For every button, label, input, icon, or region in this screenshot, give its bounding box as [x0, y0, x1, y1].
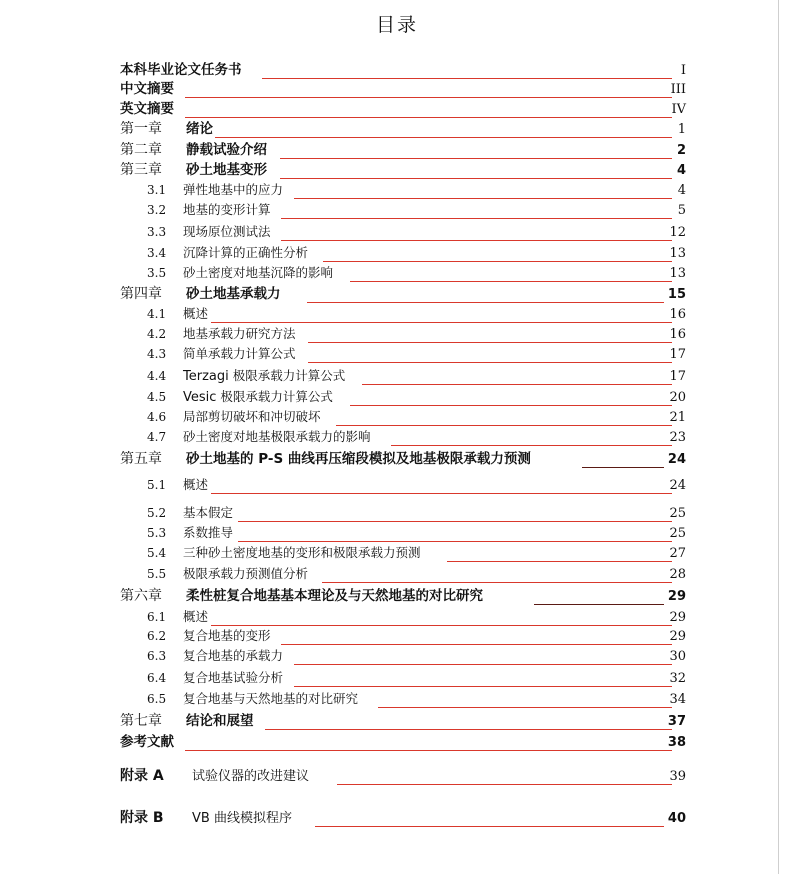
- toc-entry-s3-1[interactable]: [0, 181, 794, 201]
- toc-entry-s4-6[interactable]: [0, 408, 794, 428]
- toc-entry-text: [147, 628, 271, 645]
- page-number: 29: [669, 610, 686, 625]
- entry-title: 中文摘要: [120, 81, 174, 97]
- page-number: 12: [669, 225, 686, 240]
- leader-line: [238, 541, 672, 542]
- leader-line: [315, 826, 664, 827]
- toc-entry-text: [120, 810, 292, 827]
- leader-line: [350, 405, 672, 406]
- leader-line: [322, 582, 672, 583]
- entry-title: 砂土地基的 P-S 曲线再压缩段模拟及地基极限承载力预测: [186, 451, 531, 467]
- section-number: 6.3: [147, 649, 167, 663]
- leader-line: [582, 467, 664, 468]
- toc-entry-text: [147, 326, 296, 343]
- toc-entry-text: [147, 182, 283, 199]
- leader-line: [308, 362, 672, 363]
- chapter-number: 第四章: [120, 286, 162, 302]
- page-number: 13: [669, 246, 686, 261]
- toc-entry-appB[interactable]: [0, 809, 794, 829]
- toc-entry-text: [120, 588, 483, 605]
- page-title: 目录: [375, 14, 418, 36]
- leader-line: [323, 261, 672, 262]
- toc-entry-text: [120, 451, 531, 468]
- entry-title: 本科毕业论文任务书: [120, 62, 242, 78]
- leader-line: [211, 322, 672, 323]
- leader-line: [238, 521, 672, 522]
- toc-entry-s6-1[interactable]: [0, 608, 794, 628]
- toc-entry-s6-4[interactable]: [0, 669, 794, 689]
- leader-line: [308, 342, 672, 343]
- toc-entry-s4-5[interactable]: [0, 388, 794, 408]
- entry-title: 砂土地基变形: [186, 162, 267, 178]
- toc-entry-s3-2[interactable]: [0, 201, 794, 221]
- toc-entry-text: [120, 142, 267, 159]
- leader-line: [350, 281, 672, 282]
- appendix-label: 附录 A: [120, 768, 164, 784]
- leader-line: [281, 240, 672, 241]
- entry-title: 绪论: [186, 121, 213, 137]
- section-number: 6.4: [147, 671, 167, 685]
- section-number: 4.7: [147, 430, 167, 444]
- entry-title: 局部剪切破坏和冲切破坏: [183, 409, 321, 424]
- entry-title: 极限承载力计算公式: [216, 389, 333, 404]
- page-number: 15: [667, 287, 686, 302]
- leader-line: [262, 78, 672, 79]
- page-number: IV: [671, 102, 686, 117]
- leader-line: [294, 686, 672, 687]
- entry-title: 系数推导: [183, 525, 234, 540]
- entry-title-lead: Vesic: [183, 390, 217, 405]
- page-number: 21: [669, 410, 686, 425]
- toc-entry-appA[interactable]: [0, 767, 794, 787]
- toc-entry-text: [120, 768, 309, 785]
- toc-entry-text: [120, 286, 281, 303]
- page-number: 29: [669, 629, 686, 644]
- page-number: 17: [669, 369, 686, 384]
- page-number: 17: [669, 347, 686, 362]
- section-number: 4.6: [147, 410, 167, 424]
- leader-line: [185, 750, 672, 751]
- toc-entry-s5-5[interactable]: [0, 565, 794, 585]
- page-number: 23: [669, 430, 686, 445]
- page-number: 32: [669, 671, 686, 686]
- toc-entry-text: [147, 477, 208, 494]
- section-number: 6.5: [147, 692, 167, 706]
- toc-entry-renwushu[interactable]: [0, 61, 794, 81]
- toc-entry-s4-7[interactable]: [0, 428, 794, 448]
- page-number: 38: [667, 735, 686, 750]
- toc-entry-ch7[interactable]: [0, 712, 794, 732]
- toc-entry-ch2[interactable]: [0, 141, 794, 161]
- entry-title: 沉降计算的正确性分析: [183, 245, 309, 260]
- toc-entry-cn-abstract[interactable]: [0, 80, 794, 100]
- page-number: 20: [669, 390, 686, 405]
- toc-entry-ch5[interactable]: [0, 450, 794, 470]
- page-number: 13: [669, 266, 686, 281]
- toc-entry-text: [147, 429, 371, 446]
- entry-title: 概述: [183, 609, 209, 624]
- leader-line: [281, 218, 672, 219]
- section-number: 4.3: [147, 347, 167, 361]
- page-number: 40: [667, 811, 686, 826]
- toc-entry-ch3[interactable]: [0, 161, 794, 181]
- page-number: 37: [667, 714, 686, 729]
- leader-line: [280, 178, 672, 179]
- entry-title: 试验仪器的改进建议: [192, 769, 310, 784]
- toc-entry-text: [147, 389, 333, 406]
- entry-title-lead: Terzagi: [183, 369, 229, 384]
- toc-entry-s3-4[interactable]: [0, 244, 794, 264]
- section-number: 5.2: [147, 506, 167, 520]
- entry-title: 复合地基的变形: [183, 628, 271, 643]
- section-number: 5.5: [147, 567, 167, 581]
- section-number: 4.4: [147, 369, 167, 383]
- entry-title: 基本假定: [183, 505, 234, 520]
- leader-line: [294, 664, 672, 665]
- toc-entry-s5-3[interactable]: [0, 524, 794, 544]
- page-number: 4: [677, 183, 686, 198]
- toc-entry-ch4[interactable]: [0, 285, 794, 305]
- leader-line: [280, 158, 672, 159]
- entry-title: 现场原位测试法: [183, 224, 271, 239]
- section-number: 3.3: [147, 225, 167, 239]
- toc-entry-text: [147, 346, 296, 363]
- entry-title: 砂土密度对地基极限承载力的影响: [183, 429, 371, 444]
- section-number: 4.2: [147, 327, 167, 341]
- entry-title: 地基承载力研究方法: [183, 326, 296, 341]
- toc-entry-text: [147, 691, 358, 708]
- leader-line: [294, 198, 672, 199]
- toc-entry-s5-1[interactable]: [0, 476, 794, 496]
- toc-entry-text: [120, 101, 174, 118]
- section-number: 3.4: [147, 246, 167, 260]
- toc-entry-s3-5[interactable]: [0, 264, 794, 284]
- toc-entry-text: [147, 648, 283, 665]
- section-number: 6.2: [147, 629, 167, 643]
- chapter-number: 第七章: [120, 713, 162, 729]
- toc-entry-text: [147, 245, 308, 262]
- leader-line: [378, 707, 672, 708]
- toc-entry-text: [147, 368, 345, 385]
- toc-entry-text: [120, 121, 213, 138]
- toc-entry-s4-4[interactable]: [0, 367, 794, 387]
- toc-entry-text: [120, 713, 254, 730]
- page-number: 34: [669, 692, 686, 707]
- section-number: 4.1: [147, 307, 167, 321]
- entry-title: 砂土密度对地基沉降的影响: [183, 265, 334, 280]
- chapter-number: 第三章: [120, 162, 162, 178]
- leader-line: [215, 137, 672, 138]
- entry-title: 复合地基与天然地基的对比研究: [183, 691, 359, 706]
- leader-line: [337, 784, 672, 785]
- page-number: 16: [669, 327, 686, 342]
- leader-line: [281, 644, 672, 645]
- page-number: 29: [667, 589, 686, 604]
- page-number: 5: [677, 203, 686, 218]
- leader-line: [447, 561, 672, 562]
- toc-entry-s4-2[interactable]: [0, 325, 794, 345]
- leader-line: [534, 604, 664, 605]
- leader-line: [362, 384, 672, 385]
- toc-entry-text: [120, 734, 174, 751]
- page-number: 24: [667, 452, 686, 467]
- leader-line: [307, 302, 664, 303]
- section-number: 5.4: [147, 546, 167, 560]
- toc-entry-ch6[interactable]: [0, 587, 794, 607]
- leader-line: [265, 729, 672, 730]
- toc-entry-text: [147, 670, 283, 687]
- page-number: I: [680, 63, 686, 78]
- page-number: 30: [669, 649, 686, 664]
- page-number: 16: [669, 307, 686, 322]
- toc-entry-refs[interactable]: [0, 733, 794, 753]
- entry-title: 地基的变形计算: [183, 202, 271, 217]
- toc-entry-text: [147, 545, 421, 562]
- section-number: 3.2: [147, 203, 167, 217]
- section-number: 3.1: [147, 183, 167, 197]
- leader-line: [185, 97, 672, 98]
- entry-title: 概述: [183, 306, 209, 321]
- entry-title: 砂土地基承载力: [186, 286, 281, 302]
- page-number: 25: [669, 506, 686, 521]
- toc-entry-text: [147, 409, 321, 426]
- page-number: 24: [669, 478, 686, 493]
- page-number: 27: [669, 546, 686, 561]
- section-number: 3.5: [147, 266, 167, 280]
- entry-title: 概述: [183, 477, 209, 492]
- toc-entry-text: [147, 505, 233, 522]
- leader-line: [211, 625, 672, 626]
- entry-title: 复合地基的承载力: [183, 648, 284, 663]
- toc-entry-s3-3[interactable]: [0, 223, 794, 243]
- toc-entry-ch1[interactable]: [0, 120, 794, 140]
- section-number: 4.5: [147, 390, 167, 404]
- page-number: 25: [669, 526, 686, 541]
- toc-entry-text: [120, 81, 174, 98]
- toc-entry-text: [147, 525, 233, 542]
- entry-title: 复合地基试验分析: [183, 670, 284, 685]
- entry-title: 极限承载力计算公式: [228, 368, 346, 383]
- section-number: 5.1: [147, 478, 167, 492]
- entry-title: 参考文献: [120, 734, 174, 750]
- toc-entry-s6-2[interactable]: [0, 627, 794, 647]
- toc-entry-s6-3[interactable]: [0, 647, 794, 667]
- leader-line: [185, 117, 672, 118]
- section-number: 5.3: [147, 526, 167, 540]
- chapter-number: 第五章: [120, 451, 162, 467]
- page-number: III: [670, 82, 686, 97]
- toc-entry-en-abstract[interactable]: [0, 100, 794, 120]
- entry-title: 极限承载力预测值分析: [183, 566, 309, 581]
- entry-title: 静载试验介绍: [186, 142, 267, 158]
- entry-title: 三种砂土密度地基的变形和极限承载力预测: [183, 545, 421, 560]
- page-number: 39: [669, 769, 686, 784]
- page-number: 28: [669, 567, 686, 582]
- entry-title: 简单承载力计算公式: [183, 346, 296, 361]
- page-number: 1: [677, 122, 686, 137]
- entry-title: 柔性桩复合地基基本理论及与天然地基的对比研究: [186, 588, 483, 604]
- toc-entry-text: [120, 62, 242, 79]
- chapter-number: 第一章: [120, 121, 162, 137]
- page-number: 4: [676, 163, 686, 178]
- entry-title: 结论和展望: [186, 713, 254, 729]
- toc-entry-text: [147, 306, 208, 323]
- leader-line: [391, 445, 672, 446]
- toc-entry-text: [147, 224, 271, 241]
- toc-entry-s4-3[interactable]: [0, 345, 794, 365]
- entry-title: 英文摘要: [120, 101, 174, 117]
- appendix-label: 附录 B: [120, 810, 164, 826]
- entry-title: 弹性地基中的应力: [183, 182, 284, 197]
- toc-entry-s5-4[interactable]: [0, 544, 794, 564]
- toc-entry-text: [120, 162, 267, 179]
- toc-entry-s5-2[interactable]: [0, 504, 794, 524]
- toc-entry-text: [147, 609, 208, 626]
- toc-entry-s6-5[interactable]: [0, 690, 794, 710]
- chapter-number: 第六章: [120, 588, 162, 604]
- toc-entry-text: [147, 202, 271, 219]
- page-number: 2: [676, 143, 686, 158]
- entry-title: VB 曲线模拟程序: [192, 811, 292, 826]
- leader-line: [336, 425, 672, 426]
- section-number: 6.1: [147, 610, 167, 624]
- leader-line: [211, 493, 672, 494]
- toc-entry-text: [147, 566, 308, 583]
- toc-entry-s4-1[interactable]: [0, 305, 794, 325]
- chapter-number: 第二章: [120, 142, 162, 158]
- toc-entry-text: [147, 265, 333, 282]
